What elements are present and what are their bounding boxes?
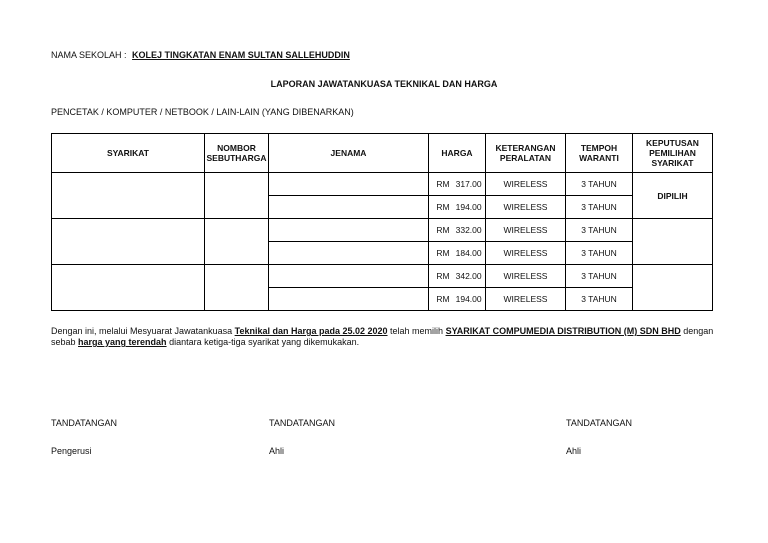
price-cell: RM 184.00: [429, 242, 486, 265]
signature-label-member-1: TANDATANGAN: [269, 418, 336, 428]
table-row: [52, 265, 713, 288]
header-decision: KEPUTUSAN PEMILIHAN SYARIKAT: [633, 134, 713, 173]
selected-company: SYARIKAT COMPUMEDIA DISTRIBUTION (M) SDN BHD: [445, 326, 681, 336]
quote-number-cell: [205, 265, 269, 311]
decision-statement: Dengan ini, melalui Mesyuarat Jawatankuasa Teknikal dan Harga pada 25.02 2020 telah memilih SYARIKAT COMPUMEDIA DISTRIBUTION (M) SDN BHD dengan sebab harga yang terendah diantara ketiga-tiga syarikat yang dikemukakan.: [51, 326, 714, 347]
table-row: [52, 219, 713, 242]
header-equipment: KETERANGAN PERALATAN: [486, 134, 566, 173]
brand-cell: [269, 288, 429, 311]
quote-number-cell: [205, 219, 269, 265]
warranty-cell: 3 TAHUN: [566, 196, 633, 219]
brand-cell: [269, 242, 429, 265]
school-line: [51, 50, 350, 60]
decision-cell: [633, 219, 713, 265]
signature-role-member-2: Ahli: [566, 446, 582, 456]
header-price: HARGA: [429, 134, 486, 173]
company-cell: [52, 265, 205, 311]
price-cell: RM 332.00: [429, 219, 486, 242]
equipment-cell: WIRELESS: [486, 196, 566, 219]
decision-cell: DIPILIH: [633, 173, 713, 219]
equipment-cell: WIRELESS: [486, 265, 566, 288]
company-cell: [52, 219, 205, 265]
report-title: LAPORAN JAWATANKUASA TEKNIKAL DAN HARGA: [270, 79, 498, 89]
quote-number-cell: [205, 173, 269, 219]
brand-cell: [269, 196, 429, 219]
warranty-cell: 3 TAHUN: [566, 242, 633, 265]
price-cell: RM 194.00: [429, 288, 486, 311]
signature-label-chairman: TANDATANGAN: [51, 418, 118, 428]
header-company: SYARIKAT: [52, 134, 205, 173]
table-row: [52, 173, 713, 196]
brand-cell: [269, 173, 429, 196]
warranty-cell: 3 TAHUN: [566, 173, 633, 196]
equipment-cell: WIRELESS: [486, 288, 566, 311]
header-quote-number: NOMBOR SEBUTHARGA: [205, 134, 269, 173]
category-line: PENCETAK / KOMPUTER / NETBOOK / LAIN-LAIN (YANG DIBENARKAN): [51, 107, 354, 117]
signature-role-chairman: Pengerusi: [51, 446, 92, 456]
school-name: KOLEJ TINGKATAN ENAM SULTAN SALLEHUDDIN: [132, 50, 350, 60]
company-cell: [52, 173, 205, 219]
brand-cell: [269, 265, 429, 288]
table-header-row: [52, 134, 713, 173]
signature-label-member-2: TANDATANGAN: [566, 418, 633, 428]
header-warranty: TEMPOH WARANTI: [566, 134, 633, 173]
meeting-reference: Teknikal dan Harga pada 25.02 2020: [234, 326, 388, 336]
warranty-cell: 3 TAHUN: [566, 265, 633, 288]
equipment-cell: WIRELESS: [486, 242, 566, 265]
equipment-cell: WIRELESS: [486, 173, 566, 196]
price-cell: RM 317.00: [429, 173, 486, 196]
price-cell: RM 194.00: [429, 196, 486, 219]
decision-cell: [633, 265, 713, 311]
selection-reason: harga yang terendah: [78, 337, 167, 347]
brand-cell: [269, 219, 429, 242]
equipment-cell: WIRELESS: [486, 219, 566, 242]
header-brand: JENAMA: [269, 134, 429, 173]
signature-role-member-1: Ahli: [269, 446, 285, 456]
warranty-cell: 3 TAHUN: [566, 219, 633, 242]
price-cell: RM 342.00: [429, 265, 486, 288]
report-table: [51, 133, 713, 311]
warranty-cell: 3 TAHUN: [566, 288, 633, 311]
school-label: NAMA SEKOLAH :: [51, 50, 127, 60]
